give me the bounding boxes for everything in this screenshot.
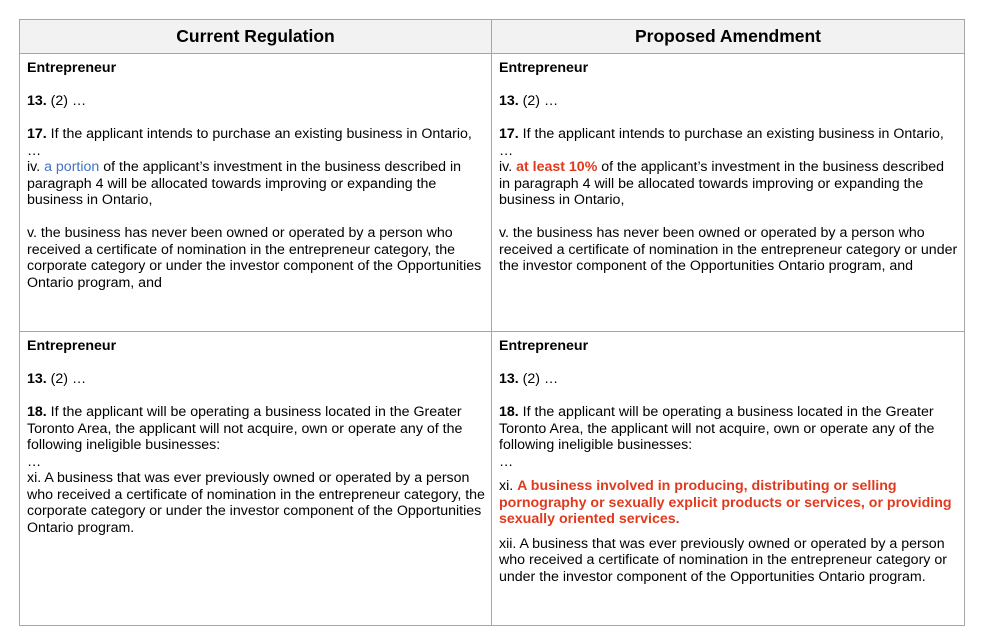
cell-heading: Entrepreneur (499, 60, 589, 76)
ellipsis: … (27, 142, 42, 159)
clause-xi: xi. A business involved in producing, distributing or selling pornography or sexually explicit products or services, or providing sexually oriented services. (499, 478, 952, 527)
clause-xii: xii. A business that was ever previously owned or operated by a person who received a certificate of nomination in the entrepreneur category or under the investor component of the Opportunities Ontario program. (499, 535, 947, 585)
header-current-regulation: Current Regulation (20, 20, 492, 54)
section-13-line: 13. (2) … (499, 371, 559, 387)
current-cell-section-17 (20, 54, 492, 332)
cell-heading: Entrepreneur (27, 60, 117, 76)
ellipsis: … (499, 142, 514, 159)
ellipsis: … (27, 453, 42, 470)
clause-v: v. the business has never been owned or operated by a person who received a certificate of nomination in the entrepreneur category or under the investor component of the Opportunities Ontario program, and (499, 225, 958, 274)
changed-text-highlight: a portion (44, 159, 100, 175)
header-row (20, 20, 965, 54)
section-17-intro: 17. If the applicant intends to purchase an existing business in Ontario, (27, 126, 472, 142)
section-17-intro: 17. If the applicant intends to purchase an existing business in Ontario, (499, 126, 944, 142)
clause-iv: iv. a portion of the applicant’s investment in the business described in paragraph 4 will be allocated towards improving or expanding the business in Ontario, (27, 159, 462, 208)
clause-v: v. the business has never been owned or operated by a person who received a certificate of nomination in the entrepreneur category, the corporate category or under the investor component of the Opportunities Ontario program, and (27, 225, 482, 291)
section-13-line: 13. (2) … (499, 93, 559, 109)
current-cell-section-18 (20, 332, 492, 626)
section-18-intro: 18. If the applicant will be operating a business located in the Greater Toronto Area, the applicant will not acquire, own or operate any of the following ineligible businesses: (499, 404, 935, 453)
section-13-line: 13. (2) … (27, 93, 87, 109)
clause-xi: xi. A business that was ever previously owned or operated by a person who received a certificate of nomination in the entrepreneur category, the corporate category or under the investor component of the Opportunities Ontario program. (27, 470, 485, 536)
regulation-comparison-table (19, 19, 965, 626)
table-row (20, 332, 965, 626)
cell-heading: Entrepreneur (499, 338, 589, 354)
amended-text-highlight: A business involved in producing, distributing or selling pornography or sexually explicit products or services, or providing sexually oriented services. (499, 478, 952, 527)
section-13-line: 13. (2) … (27, 371, 87, 387)
proposed-cell-section-17 (492, 54, 965, 332)
header-proposed-amendment: Proposed Amendment (492, 20, 965, 54)
cell-heading: Entrepreneur (27, 338, 117, 354)
section-18-intro: 18. If the applicant will be operating a business located in the Greater Toronto Area, the applicant will not acquire, own or operate any of the following ineligible businesses: (27, 404, 463, 453)
clause-iv: iv. at least 10% of the applicant’s investment in the business described in paragraph 4 will be allocated towards improving or expanding the business in Ontario, (499, 159, 945, 208)
amended-text-highlight: at least 10% (516, 159, 598, 175)
ellipsis: … (499, 453, 514, 470)
table-row (20, 54, 965, 332)
proposed-cell-section-18 (492, 332, 965, 626)
